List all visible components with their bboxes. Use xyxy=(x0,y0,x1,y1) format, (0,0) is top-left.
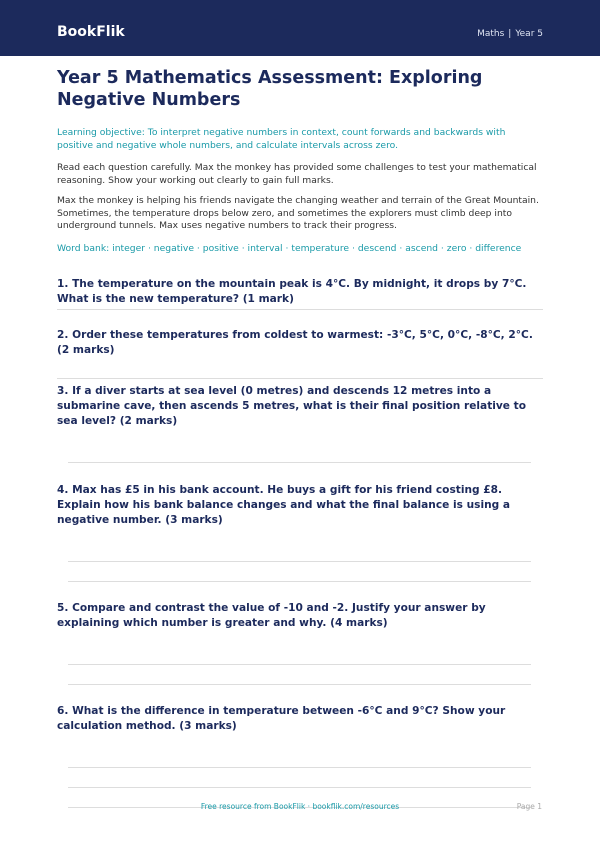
question-text: 4. Max has £5 in his bank account. He buys a gift for his friend costing £8. Explain how his bank balance changes and what the final balance is using a negative number. (3 marks) xyxy=(57,484,511,526)
answer-line[interactable] xyxy=(68,561,531,562)
page-title: Year 5 Mathematics Assessment: Exploring Negative Numbers xyxy=(57,68,483,110)
question-6 xyxy=(57,704,543,808)
year-label: Year 5 xyxy=(515,29,543,39)
question-text: 1. The temperature on the mountain peak is 4°C. By midnight, it drops by 7°C. What is the new temperature? (1 mark) xyxy=(57,278,527,305)
question-text: 6. What is the difference in temperature between -6°C and 9°C? Show your calculation method. (3 marks) xyxy=(57,705,506,732)
answer-line[interactable] xyxy=(68,787,531,788)
question-3 xyxy=(57,384,543,463)
question-4 xyxy=(57,483,543,582)
question-1 xyxy=(57,277,543,310)
question-text: 5. Compare and contrast the value of -10 and -2. Justify your answer by explaining which number is greater and why. (4 marks) xyxy=(57,602,486,629)
answer-line[interactable] xyxy=(57,309,543,310)
learning-objective: Learning objective: To interpret negative numbers in context, count forwards and backwards with positive and negative whole numbers, and calculate intervals across zero. xyxy=(57,127,506,151)
answer-line[interactable] xyxy=(68,767,531,768)
answer-line[interactable] xyxy=(68,664,531,665)
page-header xyxy=(0,0,600,56)
footer-resource-link[interactable]: Free resource from BookFlik · bookflik.com/resources xyxy=(200,802,400,811)
answer-line[interactable] xyxy=(68,581,531,582)
answer-line[interactable] xyxy=(68,462,531,463)
worksheet-content xyxy=(57,67,543,808)
answer-line[interactable] xyxy=(57,378,543,379)
question-text: 3. If a diver starts at sea level (0 metres) and descends 12 metres into a submarine cave, then ascends 5 metres, what is their final position relative to sea level? (2 marks) xyxy=(57,385,527,427)
question-text: 2. Order these temperatures from coldest to warmest: -3°C, 5°C, 0°C, -8°C, 2°C. (2 marks) xyxy=(57,329,533,356)
question-2 xyxy=(57,328,543,379)
brand-logo: BookFlik xyxy=(57,24,125,40)
story-paragraph: Max the monkey is helping his friends navigate the changing weather and terrain of the Great Mountain. Sometimes, the temperature drops below zero, and sometimes the explorers must climb deep into underground tunnels. Max uses negative numbers to track their progress. xyxy=(57,195,539,231)
word-bank: Word bank: integer · negative · positive · interval · temperature · descend · ascend · zero · difference xyxy=(57,242,522,254)
answer-line[interactable] xyxy=(68,684,531,685)
intro-paragraph: Read each question carefully. Max the monkey has provided some challenges to test your mathematical reasoning. Show your working out clearly to gain full marks. xyxy=(57,162,537,186)
subject-label: Maths xyxy=(477,29,505,39)
header-meta xyxy=(477,29,543,39)
question-5 xyxy=(57,601,543,685)
page-number: Page 1 xyxy=(516,802,542,811)
header-separator: | xyxy=(508,29,512,39)
